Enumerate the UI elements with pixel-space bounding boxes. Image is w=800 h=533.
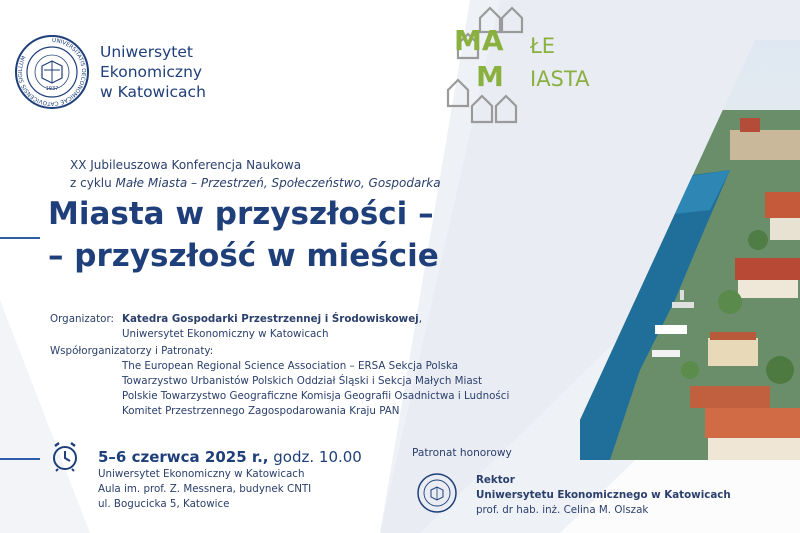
university-name-line1: Uniwersytet: [100, 43, 193, 61]
organizer-name-row: [122, 312, 422, 327]
seal-ring-text: UNIVERSITATIS OECONOMICAE CATOVICENSIS SIGILLUM: [17, 37, 87, 107]
university-name: [100, 42, 206, 102]
logo-word-le: ŁE: [530, 34, 556, 58]
partner-item: Komitet Przestrzennego Zagospodarowania Kraju PAN: [122, 405, 400, 417]
venue-line1: Uniwersytet Ekonomiczny w Katowicach: [98, 468, 305, 480]
partner-item: Towarzystwo Urbanistów Polskich Oddział Śląski i Sekcja Małych Miast: [122, 375, 483, 387]
cycle-prefix: z cyklu: [70, 176, 116, 190]
conference-cycle: [70, 176, 441, 190]
alarm-clock-icon: [50, 440, 80, 472]
venue-line2: Aula im. prof. Z. Messnera, budynek CNTI: [98, 483, 312, 495]
logo-letter-m: M: [476, 60, 504, 93]
university-name-line2: Ekonomiczny: [100, 63, 203, 81]
event-date: [98, 448, 362, 466]
logo-letters-ma: MA: [454, 24, 504, 57]
male-miasta-logo: [446, 6, 626, 126]
organizer-name: Katedra Gospodarki Przestrzennej i Środowiskowej: [122, 313, 419, 325]
partners-label: Współorganizatorzy i Patronaty:: [50, 345, 214, 357]
university-name-line3: w Katowicach: [100, 83, 206, 101]
patron-institution: Uniwersytetu Ekonomicznego w Katowicach: [476, 489, 731, 501]
cycle-name: Małe Miasta – Przestrzeń, Społeczeństwo, Gospodarka: [115, 176, 441, 190]
seal-year: 1937: [45, 86, 59, 92]
patron-person: prof. dr hab. inż. Celina M. Olszak: [476, 504, 649, 516]
partner-item: The European Regional Science Association – ERSA Sekcja Polska: [122, 360, 459, 372]
left-accent-line: [0, 237, 40, 239]
logo-word-iasta: IASTA: [530, 67, 590, 91]
patronage-label: Patronat honorowy: [412, 447, 512, 459]
organizer-institution: Uniwersytet Ekonomiczny w Katowicach: [122, 328, 329, 340]
partner-item: Polskie Towarzystwo Geograficzne Komisja Geografii Osadnictwa i Ludności: [122, 390, 510, 402]
venue-line3: ul. Bogucicka 5, Katowice: [98, 498, 230, 510]
organizer-label: Organizator:: [50, 313, 114, 325]
bottom-accent-line: [0, 458, 40, 460]
event-time: godz. 10.00: [268, 448, 362, 466]
conference-edition: XX Jubileuszowa Konferencja Naukowa: [70, 158, 302, 172]
organizer-comma: ,: [418, 313, 422, 325]
conference-title-line2: – przyszłość w mieście: [48, 238, 439, 274]
event-dates: 5–6 czerwca 2025 r.,: [98, 448, 269, 466]
university-seal-small-logo: [416, 472, 458, 514]
conference-title-line1: Miasta w przyszłości –: [48, 196, 434, 232]
patron-role: Rektor: [476, 474, 515, 486]
university-seal-logo: [14, 34, 90, 110]
